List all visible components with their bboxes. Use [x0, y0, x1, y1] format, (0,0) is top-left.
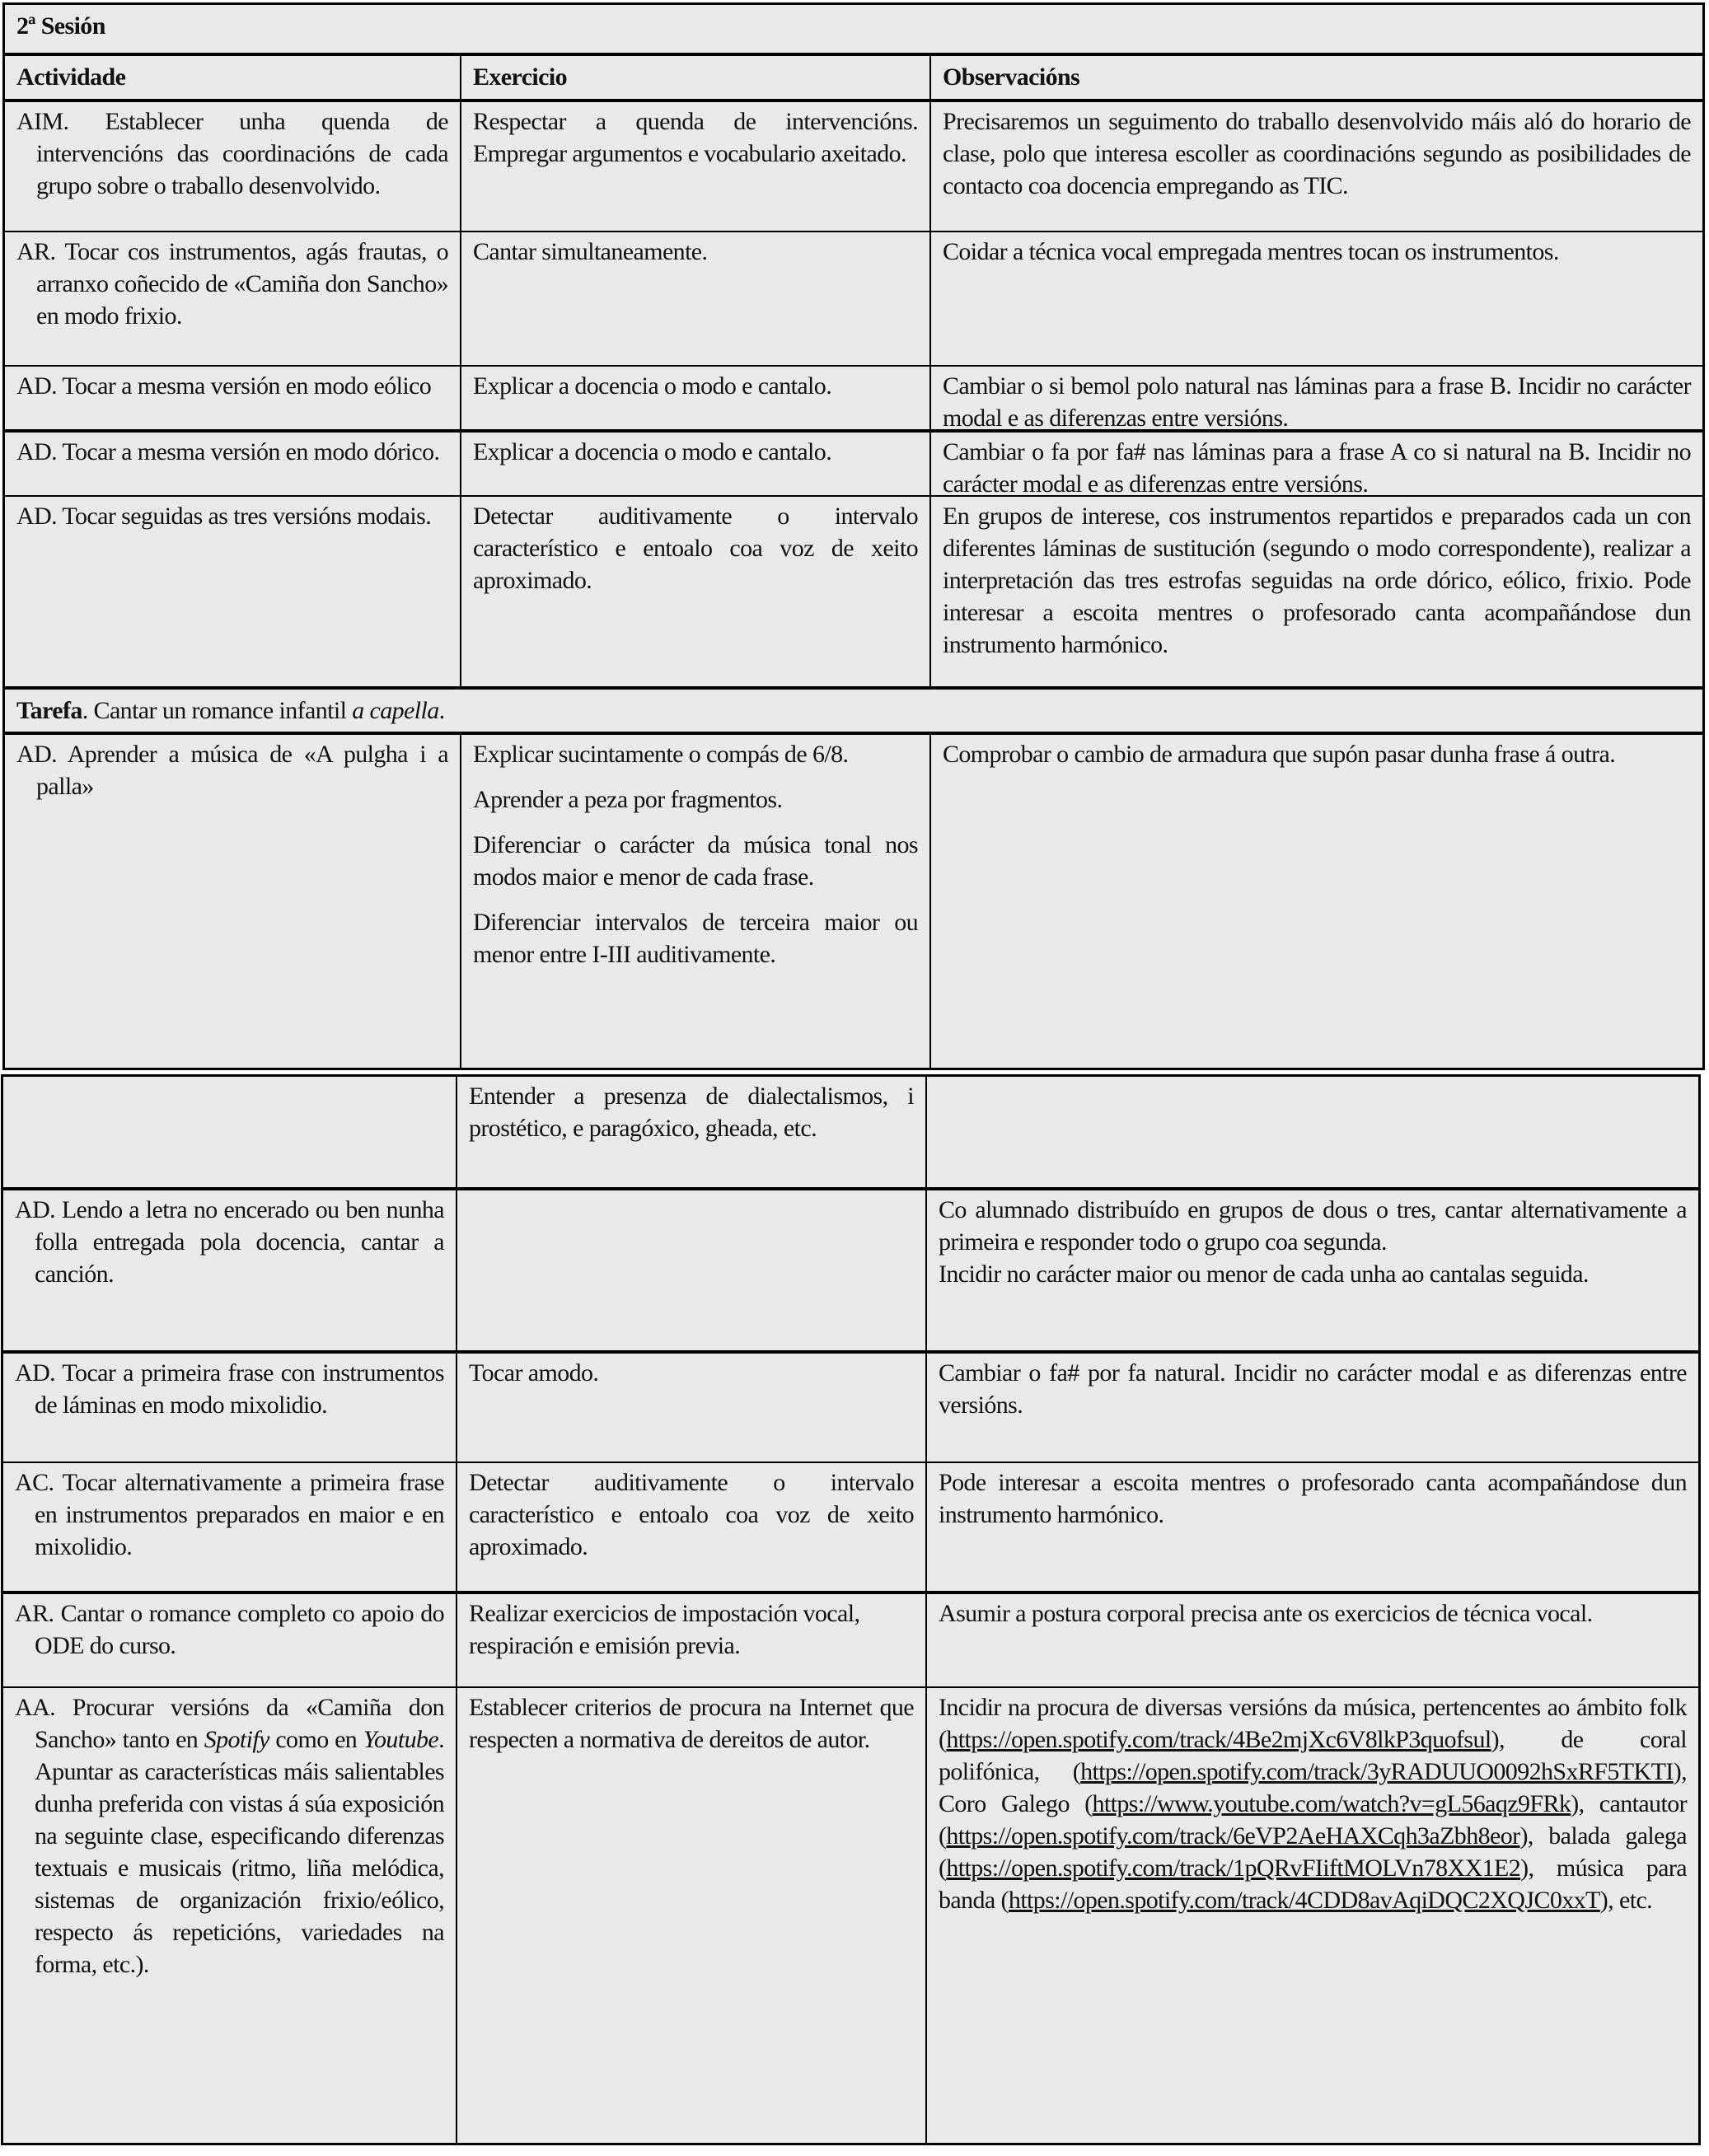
observacions-text: Pode interesar a escoita mentres o profesorado canta acompañándose dun instrumento harmónico.: [939, 1469, 1687, 1528]
actividade-text: AD. Tocar a mesma versión en modo dórico.: [16, 438, 440, 465]
observacions-text: Cambiar o si bemol polo natural nas láminas para a frase B. Incidir no carácter modal e as diferenzas entre versións.: [943, 372, 1691, 432]
exercicio-text: Respectar a quenda de intervencións. Empregar argumentos e vocabulario axeitado.: [473, 108, 918, 167]
spotify-link-balada[interactable]: https://open.spotify.com/track/1pQRvFIiftMOLVn78XX1E2: [946, 1854, 1521, 1882]
exercicio-text: Diferenciar o carácter da música tonal nos modos maior e menor de cada frase.: [473, 831, 918, 891]
observacions-text: Asumir a postura corporal precisa ante os exercicios de técnica vocal.: [939, 1600, 1593, 1627]
table-row: [3, 1350, 1698, 1461]
spotify-name: Spotify: [204, 1726, 269, 1753]
tarefa-italic: a capella: [352, 697, 439, 724]
actividade-text: AIM. Establecer unha quenda de intervencións das coordinacións de cada grupo sobre o traballo desenvolvido.: [16, 108, 448, 199]
tarefa-end: .: [438, 697, 445, 724]
observacions-text: [939, 1691, 1687, 1916]
table-row: [5, 99, 1702, 231]
exercicio-text: Detectar auditivamente o intervalo característico e entoalo coa voz de xeito aproximado.: [469, 1469, 914, 1560]
actividade-text: [15, 1691, 444, 1981]
exercicio-text: Explicar sucintamente o compás de 6/8.: [473, 741, 849, 768]
observacions-text-part: ), etc.: [1599, 1887, 1653, 1914]
exercicio-text: Entender a presenza de dialectalismos, i prostético, e paragóxico, gheada, etc.: [469, 1083, 914, 1142]
session-table-part-1: [2, 2, 1705, 1070]
table-row: [5, 732, 1702, 1068]
table-row: [3, 1686, 1698, 2143]
observacions-text-part: ), de coral polifónica, (: [939, 1726, 1687, 1785]
session-title-row: [5, 5, 1702, 53]
spotify-link-folk[interactable]: https://open.spotify.com/track/4Be2mjXc6V8lkP3quofsul: [946, 1726, 1491, 1753]
table-row: [3, 1077, 1698, 1187]
observacions-text: Cambiar o fa# por fa natural. Incidir no carácter modal e as diferenzas entre versións.: [939, 1359, 1687, 1419]
actividade-text: AR. Cantar o romance completo co apoio do ODE do curso.: [15, 1600, 444, 1659]
observacions-text: Coidar a técnica vocal empregada mentres tocan os instrumentos.: [943, 238, 1559, 265]
table-row: [5, 231, 1702, 365]
session-title: 2ª Sesión: [16, 12, 105, 40]
exercicio-text: Explicar a docencia o modo e cantalo.: [473, 372, 832, 400]
spotify-link-coral[interactable]: https://open.spotify.com/track/3yRADUUO0092hSxRF5TKTI: [1080, 1758, 1674, 1785]
table-row: [3, 1591, 1698, 1686]
observacions-text: Precisaremos un seguimento do traballo desenvolvido máis aló do horario de clase, polo que interesa escoller as coordinacións segundo as posibilidades de contacto coa docencia empregando as TIC.: [943, 108, 1691, 199]
actividade-text: AD. Tocar seguidas as tres versións modais.: [16, 503, 432, 530]
actividade-text: AD. Tocar a mesma versión en modo eólico: [16, 372, 432, 400]
column-header-observacions: Observacións: [943, 63, 1080, 91]
tarefa-label: Tarefa: [16, 697, 82, 724]
table-row: [5, 429, 1702, 498]
exercicio-text: Explicar a docencia o modo e cantalo.: [473, 438, 832, 465]
actividade-text: AD. Tocar a primeira frase con instrumentos de láminas en modo mixolidio.: [15, 1359, 444, 1419]
table-row: [5, 495, 1702, 686]
exercicio-text: Detectar auditivamente o intervalo característico e entoalo coa voz de xeito aproximado.: [473, 503, 918, 594]
observacions-text: Incidir no carácter maior ou menor de cada unha ao cantalas seguida.: [939, 1260, 1589, 1288]
tarefa-row: [5, 686, 1702, 732]
observacions-text-part: Incidir na procura de diversas versións da música, pertencentes ao ámbito folk (: [939, 1694, 1687, 1753]
spotify-link-banda[interactable]: https://open.spotify.com/track/4CDD8avAqiDQC2XQJC0xxT: [1008, 1887, 1600, 1914]
actividade-text-part: . Apuntar as características máis salientables dunha preferida con vistas á súa exposición na seguinte clase, especificando diferenzas textuais e musicais (ritmo, liña melódica, sistemas de organización frixio/eólico, respecto ás repeticións, variedades na forma, etc.).: [35, 1726, 444, 1978]
actividade-text-part: como en: [269, 1726, 363, 1753]
observacions-text: Cambiar o fa por fa# nas láminas para a frase A co si natural na B. Incidir no carácter modal e as diferenzas entre versións.: [943, 438, 1691, 498]
column-header-actividade: Actividade: [16, 63, 126, 91]
observacions-text: Co alumnado distribuído en grupos de dous o tres, cantar alternativamente a primeira e responder todo o grupo coa segunda.: [939, 1196, 1687, 1256]
actividade-text: AC. Tocar alternativamente a primeira frase en instrumentos preparados en maior e en mixolidio.: [15, 1469, 444, 1560]
observacions-text: Comprobar o cambio de armadura que supón pasar dunha frase á outra.: [943, 741, 1616, 768]
observacions-text-part: ), música para banda (: [939, 1854, 1687, 1914]
observacions-text: En grupos de interese, cos instrumentos repartidos e preparados cada un con diferentes láminas de sustitución (segundo o modo correspondente), realizar a interpretación das tres estrofas seguidas na orde dórico, eólico, frixio. Pode interesar a escoita mentres o profesorado canta acompañándose dun instrumento harmónico.: [943, 503, 1691, 658]
exercicio-text: Realizar exercicios de impostación vocal, respiración e emisión previa.: [469, 1600, 860, 1659]
actividade-text-part: AA. Procurar versións da «Camiña don Sancho» tanto en: [15, 1694, 444, 1753]
column-header-row: [5, 53, 1702, 99]
table-row: [3, 1461, 1698, 1591]
youtube-link-coro-galego[interactable]: https://www.youtube.com/watch?v=gL56aqz9FRk: [1092, 1790, 1571, 1817]
exercicio-text: Tocar amodo.: [469, 1359, 599, 1387]
actividade-text: AR. Tocar cos instrumentos, agás frautas, o arranxo coñecido de «Camiña don Sancho» en modo frixio.: [16, 238, 448, 330]
column-header-exercicio: Exercicio: [473, 63, 567, 91]
exercicio-text: Diferenciar intervalos de terceira maior ou menor entre I-III auditivamente.: [473, 909, 918, 968]
table-row: [5, 365, 1702, 432]
exercicio-text: Establecer criterios de procura na Internet que respecten a normativa de dereitos de autor.: [469, 1694, 914, 1753]
session-table-part-2: [1, 1074, 1701, 2145]
actividade-text: AD. Lendo a letra no encerado ou ben nunha folla entregada pola docencia, cantar a canción.: [15, 1196, 444, 1288]
exercicio-text: Aprender a peza por fragmentos.: [473, 786, 783, 813]
observacions-text-part: ), cantautor (: [939, 1790, 1687, 1850]
tarefa-text: . Cantar un romance infantil: [82, 697, 353, 724]
spotify-link-cantautor[interactable]: https://open.spotify.com/track/6eVP2AeHAXCqh3aZbh8eor: [946, 1822, 1520, 1850]
youtube-name: Youtube: [363, 1726, 439, 1753]
observacions-text-part: ), balada galega (: [939, 1822, 1687, 1882]
exercicio-text: Cantar simultaneamente.: [473, 238, 708, 265]
table-row: [3, 1187, 1698, 1350]
observacions-text-part: ), Coro Galego (: [939, 1758, 1687, 1817]
actividade-text: AD. Aprender a música de «A pulgha i a palla»: [16, 741, 448, 800]
